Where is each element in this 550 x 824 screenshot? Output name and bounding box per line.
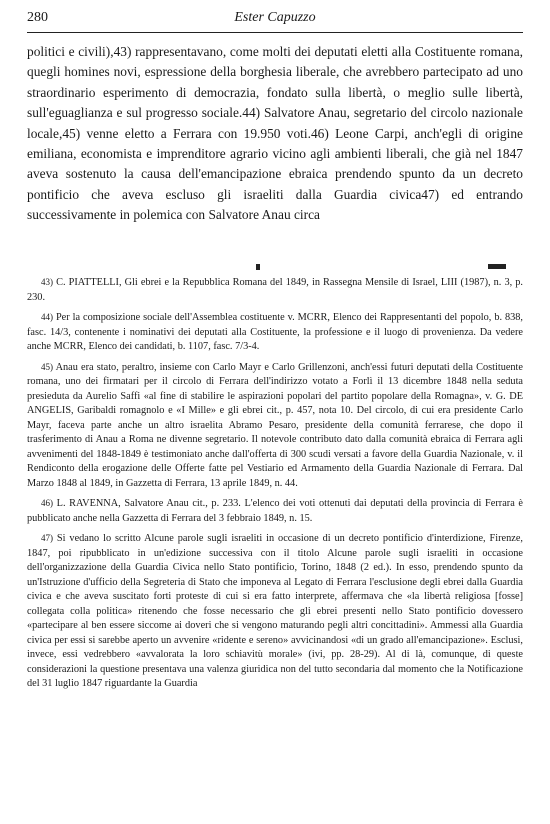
footnote-text: Si vedano lo scritto Alcune parole sugli israeliti in occasione di un decreto pontificio d'interdizione, Firenze, 1847, poi ripubblicato in un'edizione successiva con il titolo Alcune parole sugli israeliti in occasione dell'organizzazione della Guardia Civica nello Stato pontificio, Torino, 1848 (2 ed.). In esso, prendendo spunto da un'Istruzione d'ufficio della Segreteria di Stato che imponeva al Legato di Ferrara l'esclusione degli ebrei dalla Guardia civica e che aveva suscitato forti proteste di cui si era fatto interprete, affermava che «la libertà religiosa [fosse] collegata colla politica» ritenendo che fosse necessario che gli ebrei presenti nello Stato pontificio dovessero «partecipare al ben essere siccome ai doveri che si vengono maturando pegli altri concittadini». Ammessi alla Guardia civica per essi si sarebbe aperto un avvenire «ridente e sereno» avvicinandosi «di un grado all'emancipazione». Esclusi, invece, essi vedrebbero «avvalorata la loro schiavitù morale» (ivi, pp. 28-29). Al di là, comunque, di queste considerazioni la questione presentava una valenza giuridica non del tutto secondaria dal momento che la Notificazione del 31 luglio 1847 riguardante la Guardia	[27, 533, 523, 689]
scan-mark-right	[488, 264, 506, 269]
main-text	[27, 42, 523, 226]
footnote-text: Anau era stato, peraltro, insieme con Carlo Mayr e Carlo Grillenzoni, anch'essi futuri deputati della Costituente romana, uno dei firmatari per il circolo di Ferrara dell'indirizzo votato a Forlì il 13 dicembre 1848 nella seduta presieduta da Aurelio Saffi «al fine di stabilire le aspirazioni popolari del partito popolare della Romagna», v. G. DE ANGELIS, Garibaldi romagnolo e «I Mille» e gli ebrei cit., p. 457, nota 10. Del circolo, di cui era presidente Carlo Mayr, faceva parte anche un altro israelita Abramo Pesaro, presidente della comunità ferrarese, che dopo il trasferimento di Anau a Roma ne divenne segretario. Il notevole contributo dato dalla comunità ebraica di Ferrara agli avvenimenti del 1848-1849 è testimoniato anche dall'offerta di 300 scudi versati a favore della Guardia Nazionale, v. il Rendiconto della erogazione delle Offerte fatte pel Vestiario ed Armamento della Guardia Nazionale di Ferrara. Dal Marzo 1848 al 1849, in Gazzetta di Ferrara, 13 aprile 1849, n. 44.	[27, 361, 523, 489]
footnote-text: Per la composizione sociale dell'Assemblea costituente v. MCRR, Elenco dei Rappresentanti del popolo, b. 838, fasc. 14/3, contenente i nominativi dei deputati alla Costituente, la professione e il luogo di provenienza. Da vedere anche MCRR, Elenco dei candidati, b. 1107, fasc. 7/3-4.	[27, 312, 524, 352]
footnote-number: 46)	[41, 498, 53, 508]
body-paragraph: politici e civili),43) rappresentavano, come molti dei deputati eletti alla Costituente romana, quegli homines novi, espressione della borghesia liberale, che avrebbero partecipato ad uno straordinario esperimento di democrazia, fondato sulla libertà, o meglio sulle libertà, sull'eguaglianza e sul progresso sociale.44) Salvatore Anau, segretario del circolo nazionale locale,45) venne eletto a Ferrara con 19.950 voti.46) Leone Carpi, anch'egli di origine emiliana, economista e imprenditore agrario vicino agli ambienti liberali, che già nel 1847 aveva sostenuto la causa dell'emancipazione ebraica prendendo spunto da un decreto pontificio che aveva escluso gli israeliti dalla Guardia civica47) ed entrando successivamente in polemica con Salvatore Anau circa	[27, 44, 523, 223]
footnote-text: L. RAVENNA, Salvatore Anau cit., p. 233. L'elenco dei voti ottenuti dai deputati della provincia di Ferrara è pubblicato anche nella Gazzetta di Ferrara del 3 febbraio 1849, n. 15.	[27, 498, 523, 524]
scan-marks	[0, 264, 550, 274]
footnote-text: C. PIATTELLI, Gli ebrei e la Repubblica Romana del 1849, in Rassegna Mensile di Israel, LIII (1987), n. 3, p. 230.	[27, 277, 523, 303]
footnote-43	[27, 275, 523, 305]
running-title: Ester Capuzzo	[234, 10, 316, 25]
footnote-number: 45)	[41, 361, 53, 372]
footnotes	[27, 275, 523, 697]
footnote-47	[27, 531, 523, 692]
footnote-number: 43)	[41, 277, 53, 287]
footnote-45	[27, 360, 523, 492]
footnote-46	[27, 496, 523, 526]
footnote-number: 47)	[41, 533, 53, 543]
page-header	[27, 10, 523, 33]
page-number: 280	[27, 10, 48, 25]
scan-mark-left	[256, 264, 260, 270]
footnote-number: 44)	[41, 312, 53, 322]
footnote-44	[27, 310, 523, 355]
